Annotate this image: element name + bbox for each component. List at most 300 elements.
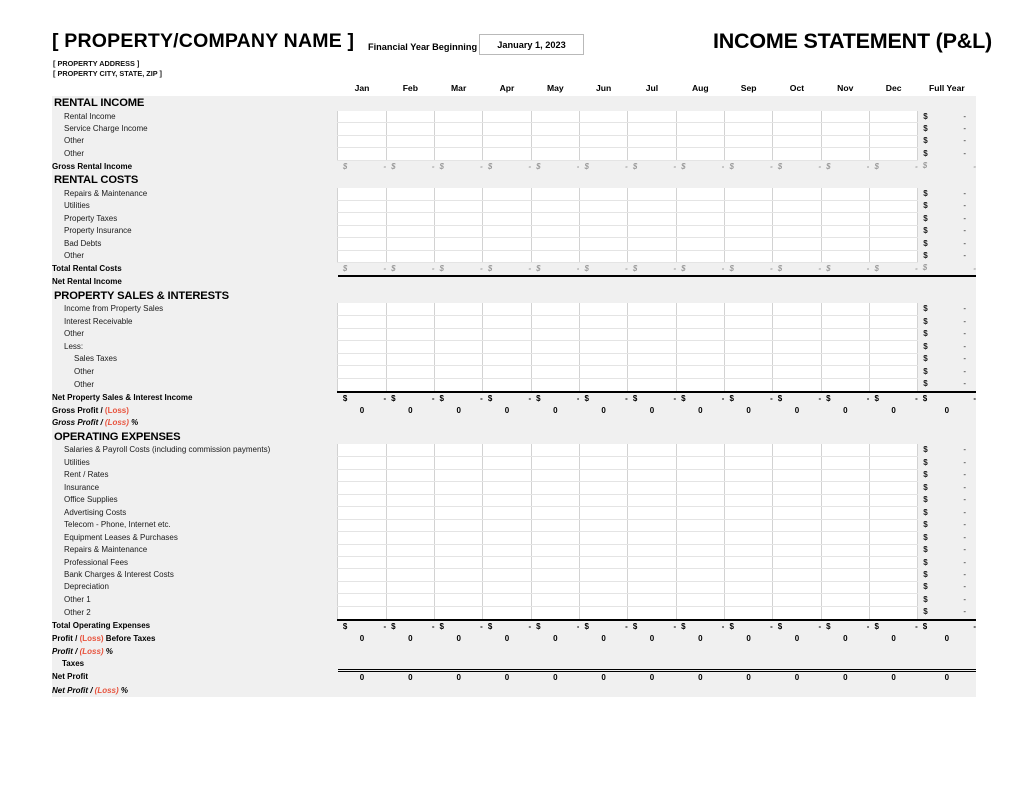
input-cell[interactable] <box>821 353 869 365</box>
input-cell[interactable] <box>435 250 483 262</box>
input-cell[interactable] <box>773 494 821 506</box>
input-cell[interactable] <box>628 111 676 123</box>
input-cell[interactable] <box>338 200 386 212</box>
input-cell[interactable] <box>676 469 724 481</box>
input-cell[interactable] <box>724 238 772 250</box>
input-cell[interactable] <box>579 532 627 544</box>
input-cell[interactable] <box>821 378 869 391</box>
input-cell[interactable] <box>773 123 821 135</box>
input-cell[interactable] <box>628 569 676 581</box>
input-cell[interactable] <box>676 532 724 544</box>
input-cell[interactable] <box>483 225 531 237</box>
input-cell[interactable] <box>579 482 627 494</box>
input-cell[interactable] <box>869 444 917 456</box>
input-cell[interactable] <box>869 188 917 200</box>
input-cell[interactable] <box>579 569 627 581</box>
input-cell[interactable] <box>386 482 434 494</box>
input-cell[interactable] <box>483 469 531 481</box>
total-value[interactable] <box>821 658 869 670</box>
input-cell[interactable] <box>773 594 821 606</box>
input-cell[interactable] <box>773 188 821 200</box>
input-cell[interactable] <box>676 303 724 315</box>
input-cell[interactable] <box>435 532 483 544</box>
input-cell[interactable] <box>435 238 483 250</box>
input-cell[interactable] <box>676 341 724 353</box>
input-cell[interactable] <box>724 519 772 531</box>
input-cell[interactable] <box>386 303 434 315</box>
input-cell[interactable] <box>628 341 676 353</box>
input-cell[interactable] <box>773 457 821 469</box>
input-cell[interactable] <box>676 135 724 147</box>
input-cell[interactable] <box>676 581 724 593</box>
input-cell[interactable] <box>724 507 772 519</box>
input-cell[interactable] <box>773 378 821 391</box>
input-cell[interactable] <box>531 225 579 237</box>
input-cell[interactable] <box>628 544 676 556</box>
input-cell[interactable] <box>676 569 724 581</box>
input-cell[interactable] <box>869 366 917 378</box>
total-value[interactable] <box>773 658 821 670</box>
input-cell[interactable] <box>773 569 821 581</box>
input-cell[interactable] <box>869 111 917 123</box>
input-cell[interactable] <box>435 366 483 378</box>
input-cell[interactable] <box>531 123 579 135</box>
input-cell[interactable] <box>531 238 579 250</box>
input-cell[interactable] <box>531 378 579 391</box>
input-cell[interactable] <box>531 507 579 519</box>
input-cell[interactable] <box>483 213 531 225</box>
input-cell[interactable] <box>628 225 676 237</box>
input-cell[interactable] <box>483 444 531 456</box>
input-cell[interactable] <box>869 507 917 519</box>
input-cell[interactable] <box>531 328 579 340</box>
input-cell[interactable] <box>435 225 483 237</box>
input-cell[interactable] <box>338 532 386 544</box>
input-cell[interactable] <box>773 213 821 225</box>
input-cell[interactable] <box>628 250 676 262</box>
input-cell[interactable] <box>821 519 869 531</box>
input-cell[interactable] <box>724 353 772 365</box>
input-cell[interactable] <box>386 444 434 456</box>
input-cell[interactable] <box>386 494 434 506</box>
input-cell[interactable] <box>821 581 869 593</box>
input-cell[interactable] <box>869 606 917 619</box>
input-cell[interactable] <box>531 316 579 328</box>
input-cell[interactable] <box>531 532 579 544</box>
input-cell[interactable] <box>531 135 579 147</box>
input-cell[interactable] <box>821 135 869 147</box>
input-cell[interactable] <box>869 303 917 315</box>
input-cell[interactable] <box>724 532 772 544</box>
input-cell[interactable] <box>435 353 483 365</box>
input-cell[interactable] <box>531 366 579 378</box>
input-cell[interactable] <box>483 135 531 147</box>
input-cell[interactable] <box>579 200 627 212</box>
input-cell[interactable] <box>338 135 386 147</box>
input-cell[interactable] <box>628 238 676 250</box>
total-value[interactable] <box>628 658 676 670</box>
input-cell[interactable] <box>628 135 676 147</box>
input-cell[interactable] <box>869 225 917 237</box>
input-cell[interactable] <box>773 606 821 619</box>
input-cell[interactable] <box>579 303 627 315</box>
input-cell[interactable] <box>531 303 579 315</box>
input-cell[interactable] <box>628 532 676 544</box>
input-cell[interactable] <box>724 594 772 606</box>
input-cell[interactable] <box>773 353 821 365</box>
input-cell[interactable] <box>579 444 627 456</box>
input-cell[interactable] <box>435 494 483 506</box>
total-value[interactable] <box>724 658 772 670</box>
input-cell[interactable] <box>724 148 772 160</box>
input-cell[interactable] <box>531 188 579 200</box>
input-cell[interactable] <box>821 482 869 494</box>
input-cell[interactable] <box>773 444 821 456</box>
input-cell[interactable] <box>579 378 627 391</box>
input-cell[interactable] <box>821 213 869 225</box>
input-cell[interactable] <box>724 213 772 225</box>
input-cell[interactable] <box>338 111 386 123</box>
input-cell[interactable] <box>338 213 386 225</box>
input-cell[interactable] <box>628 200 676 212</box>
input-cell[interactable] <box>628 469 676 481</box>
input-cell[interactable] <box>869 594 917 606</box>
input-cell[interactable] <box>821 594 869 606</box>
input-cell[interactable] <box>338 341 386 353</box>
input-cell[interactable] <box>724 303 772 315</box>
input-cell[interactable] <box>628 444 676 456</box>
input-cell[interactable] <box>579 188 627 200</box>
input-cell[interactable] <box>338 225 386 237</box>
input-cell[interactable] <box>483 482 531 494</box>
input-cell[interactable] <box>338 606 386 619</box>
input-cell[interactable] <box>483 200 531 212</box>
input-cell[interactable] <box>531 494 579 506</box>
input-cell[interactable] <box>386 366 434 378</box>
input-cell[interactable] <box>435 557 483 569</box>
input-cell[interactable] <box>821 250 869 262</box>
input-cell[interactable] <box>773 557 821 569</box>
input-cell[interactable] <box>435 469 483 481</box>
input-cell[interactable] <box>435 316 483 328</box>
input-cell[interactable] <box>773 238 821 250</box>
input-cell[interactable] <box>821 569 869 581</box>
input-cell[interactable] <box>579 250 627 262</box>
input-cell[interactable] <box>531 250 579 262</box>
input-cell[interactable] <box>386 213 434 225</box>
input-cell[interactable] <box>483 238 531 250</box>
total-value[interactable] <box>531 658 579 670</box>
input-cell[interactable] <box>579 494 627 506</box>
total-value[interactable] <box>386 658 434 670</box>
input-cell[interactable] <box>483 557 531 569</box>
input-cell[interactable] <box>386 238 434 250</box>
input-cell[interactable] <box>483 123 531 135</box>
input-cell[interactable] <box>773 519 821 531</box>
input-cell[interactable] <box>773 328 821 340</box>
input-cell[interactable] <box>483 569 531 581</box>
input-cell[interactable] <box>773 581 821 593</box>
input-cell[interactable] <box>869 469 917 481</box>
input-cell[interactable] <box>821 200 869 212</box>
input-cell[interactable] <box>338 328 386 340</box>
input-cell[interactable] <box>821 532 869 544</box>
input-cell[interactable] <box>773 507 821 519</box>
input-cell[interactable] <box>628 378 676 391</box>
input-cell[interactable] <box>676 594 724 606</box>
input-cell[interactable] <box>483 519 531 531</box>
input-cell[interactable] <box>531 594 579 606</box>
input-cell[interactable] <box>435 148 483 160</box>
input-cell[interactable] <box>821 123 869 135</box>
input-cell[interactable] <box>579 341 627 353</box>
input-cell[interactable] <box>869 328 917 340</box>
input-cell[interactable] <box>386 148 434 160</box>
input-cell[interactable] <box>435 544 483 556</box>
input-cell[interactable] <box>821 341 869 353</box>
input-cell[interactable] <box>773 544 821 556</box>
input-cell[interactable] <box>821 111 869 123</box>
input-cell[interactable] <box>724 200 772 212</box>
input-cell[interactable] <box>676 225 724 237</box>
input-cell[interactable] <box>483 507 531 519</box>
input-cell[interactable] <box>338 303 386 315</box>
input-cell[interactable] <box>579 238 627 250</box>
input-cell[interactable] <box>338 557 386 569</box>
input-cell[interactable] <box>579 366 627 378</box>
input-cell[interactable] <box>869 557 917 569</box>
input-cell[interactable] <box>435 482 483 494</box>
input-cell[interactable] <box>821 544 869 556</box>
total-value[interactable] <box>676 658 724 670</box>
input-cell[interactable] <box>628 353 676 365</box>
input-cell[interactable] <box>676 148 724 160</box>
input-cell[interactable] <box>869 135 917 147</box>
input-cell[interactable] <box>869 148 917 160</box>
input-cell[interactable] <box>676 250 724 262</box>
input-cell[interactable] <box>386 341 434 353</box>
financial-year-input[interactable] <box>479 34 584 55</box>
input-cell[interactable] <box>628 494 676 506</box>
input-cell[interactable] <box>628 457 676 469</box>
input-cell[interactable] <box>724 328 772 340</box>
input-cell[interactable] <box>676 494 724 506</box>
input-cell[interactable] <box>338 444 386 456</box>
input-cell[interactable] <box>724 457 772 469</box>
input-cell[interactable] <box>724 444 772 456</box>
input-cell[interactable] <box>338 238 386 250</box>
total-value[interactable] <box>338 658 386 670</box>
input-cell[interactable] <box>435 594 483 606</box>
input-cell[interactable] <box>821 494 869 506</box>
input-cell[interactable] <box>821 507 869 519</box>
input-cell[interactable] <box>821 444 869 456</box>
input-cell[interactable] <box>579 213 627 225</box>
input-cell[interactable] <box>483 341 531 353</box>
input-cell[interactable] <box>531 569 579 581</box>
input-cell[interactable] <box>531 606 579 619</box>
input-cell[interactable] <box>579 148 627 160</box>
input-cell[interactable] <box>386 569 434 581</box>
input-cell[interactable] <box>869 581 917 593</box>
input-cell[interactable] <box>676 507 724 519</box>
input-cell[interactable] <box>338 544 386 556</box>
input-cell[interactable] <box>628 123 676 135</box>
input-cell[interactable] <box>579 328 627 340</box>
input-cell[interactable] <box>724 469 772 481</box>
input-cell[interactable] <box>531 111 579 123</box>
input-cell[interactable] <box>869 519 917 531</box>
input-cell[interactable] <box>386 469 434 481</box>
input-cell[interactable] <box>338 594 386 606</box>
input-cell[interactable] <box>821 188 869 200</box>
input-cell[interactable] <box>483 188 531 200</box>
input-cell[interactable] <box>724 378 772 391</box>
input-cell[interactable] <box>386 250 434 262</box>
input-cell[interactable] <box>386 544 434 556</box>
total-value[interactable] <box>869 658 917 670</box>
input-cell[interactable] <box>676 213 724 225</box>
input-cell[interactable] <box>724 225 772 237</box>
input-cell[interactable] <box>579 469 627 481</box>
input-cell[interactable] <box>531 557 579 569</box>
input-cell[interactable] <box>869 378 917 391</box>
input-cell[interactable] <box>676 328 724 340</box>
input-cell[interactable] <box>724 482 772 494</box>
input-cell[interactable] <box>579 135 627 147</box>
input-cell[interactable] <box>483 457 531 469</box>
input-cell[interactable] <box>386 188 434 200</box>
input-cell[interactable] <box>386 457 434 469</box>
input-cell[interactable] <box>579 353 627 365</box>
input-cell[interactable] <box>724 544 772 556</box>
input-cell[interactable] <box>869 200 917 212</box>
input-cell[interactable] <box>773 316 821 328</box>
input-cell[interactable] <box>338 378 386 391</box>
input-cell[interactable] <box>869 353 917 365</box>
input-cell[interactable] <box>531 581 579 593</box>
input-cell[interactable] <box>483 594 531 606</box>
input-cell[interactable] <box>821 148 869 160</box>
input-cell[interactable] <box>676 482 724 494</box>
input-cell[interactable] <box>338 366 386 378</box>
input-cell[interactable] <box>338 353 386 365</box>
input-cell[interactable] <box>628 507 676 519</box>
input-cell[interactable] <box>483 148 531 160</box>
input-cell[interactable] <box>386 123 434 135</box>
input-cell[interactable] <box>435 507 483 519</box>
input-cell[interactable] <box>531 213 579 225</box>
input-cell[interactable] <box>676 316 724 328</box>
input-cell[interactable] <box>386 557 434 569</box>
input-cell[interactable] <box>579 594 627 606</box>
input-cell[interactable] <box>579 316 627 328</box>
input-cell[interactable] <box>628 594 676 606</box>
input-cell[interactable] <box>386 225 434 237</box>
input-cell[interactable] <box>483 544 531 556</box>
input-cell[interactable] <box>821 557 869 569</box>
input-cell[interactable] <box>435 188 483 200</box>
input-cell[interactable] <box>579 519 627 531</box>
input-cell[interactable] <box>483 366 531 378</box>
input-cell[interactable] <box>869 532 917 544</box>
input-cell[interactable] <box>579 123 627 135</box>
input-cell[interactable] <box>628 482 676 494</box>
input-cell[interactable] <box>773 303 821 315</box>
input-cell[interactable] <box>579 557 627 569</box>
input-cell[interactable] <box>724 341 772 353</box>
input-cell[interactable] <box>386 519 434 531</box>
input-cell[interactable] <box>676 606 724 619</box>
input-cell[interactable] <box>869 569 917 581</box>
input-cell[interactable] <box>435 581 483 593</box>
input-cell[interactable] <box>483 378 531 391</box>
input-cell[interactable] <box>338 494 386 506</box>
input-cell[interactable] <box>579 606 627 619</box>
input-cell[interactable] <box>386 200 434 212</box>
input-cell[interactable] <box>773 148 821 160</box>
input-cell[interactable] <box>676 544 724 556</box>
input-cell[interactable] <box>386 378 434 391</box>
input-cell[interactable] <box>676 188 724 200</box>
input-cell[interactable] <box>628 328 676 340</box>
input-cell[interactable] <box>338 519 386 531</box>
input-cell[interactable] <box>773 366 821 378</box>
input-cell[interactable] <box>773 200 821 212</box>
input-cell[interactable] <box>338 569 386 581</box>
total-value[interactable] <box>483 658 531 670</box>
input-cell[interactable] <box>531 519 579 531</box>
input-cell[interactable] <box>386 507 434 519</box>
input-cell[interactable] <box>338 123 386 135</box>
input-cell[interactable] <box>724 135 772 147</box>
input-cell[interactable] <box>483 494 531 506</box>
input-cell[interactable] <box>386 111 434 123</box>
input-cell[interactable] <box>579 457 627 469</box>
input-cell[interactable] <box>676 444 724 456</box>
input-cell[interactable] <box>483 303 531 315</box>
input-cell[interactable] <box>821 328 869 340</box>
input-cell[interactable] <box>724 557 772 569</box>
input-cell[interactable] <box>724 316 772 328</box>
input-cell[interactable] <box>773 250 821 262</box>
input-cell[interactable] <box>869 544 917 556</box>
input-cell[interactable] <box>773 135 821 147</box>
input-cell[interactable] <box>338 316 386 328</box>
input-cell[interactable] <box>435 444 483 456</box>
input-cell[interactable] <box>435 606 483 619</box>
input-cell[interactable] <box>773 532 821 544</box>
input-cell[interactable] <box>435 135 483 147</box>
input-cell[interactable] <box>724 111 772 123</box>
input-cell[interactable] <box>676 366 724 378</box>
input-cell[interactable] <box>531 457 579 469</box>
input-cell[interactable] <box>338 457 386 469</box>
input-cell[interactable] <box>869 341 917 353</box>
input-cell[interactable] <box>869 213 917 225</box>
input-cell[interactable] <box>869 482 917 494</box>
input-cell[interactable] <box>628 188 676 200</box>
input-cell[interactable] <box>821 457 869 469</box>
input-cell[interactable] <box>821 606 869 619</box>
input-cell[interactable] <box>724 250 772 262</box>
input-cell[interactable] <box>869 250 917 262</box>
input-cell[interactable] <box>579 225 627 237</box>
input-cell[interactable] <box>483 353 531 365</box>
input-cell[interactable] <box>773 469 821 481</box>
input-cell[interactable] <box>483 316 531 328</box>
total-value[interactable] <box>435 658 483 670</box>
